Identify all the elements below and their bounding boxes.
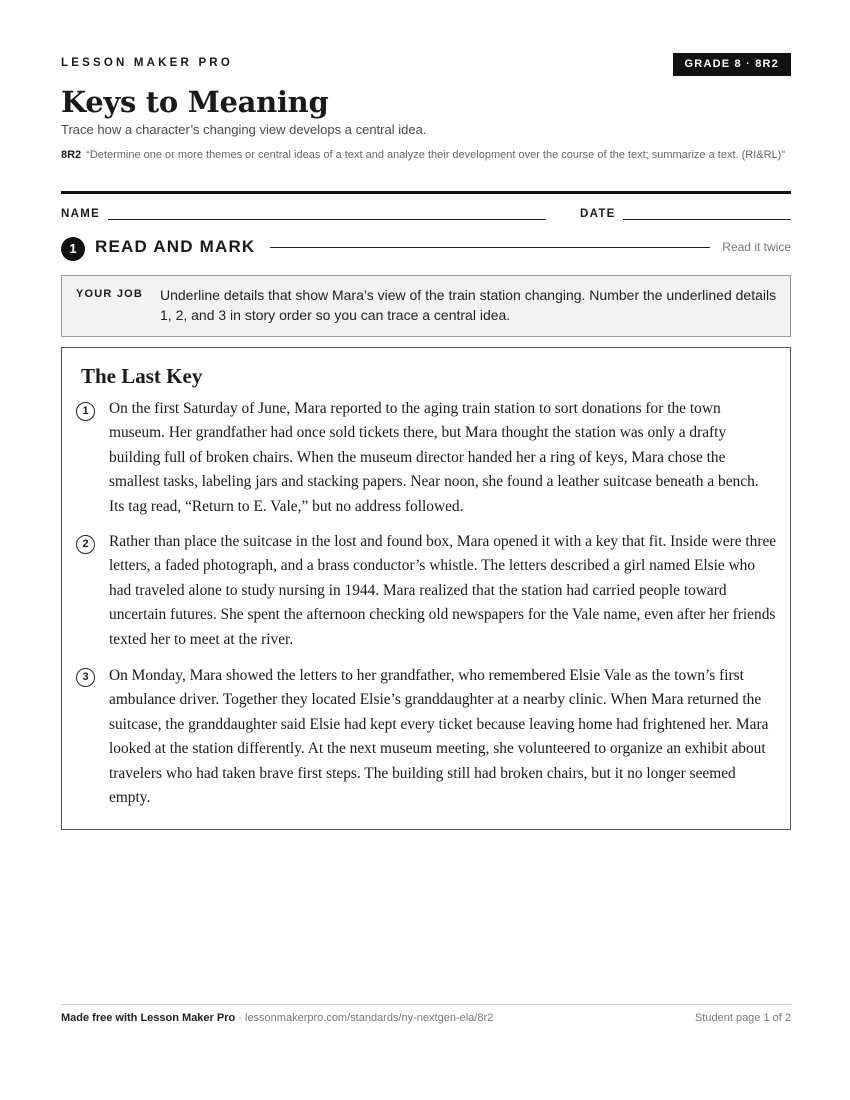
section-note: Read it twice	[722, 240, 791, 254]
story-box	[61, 347, 791, 830]
footer-made-text: Made free with Lesson Maker Pro	[61, 1012, 236, 1024]
footer-divider	[61, 1004, 791, 1005]
page-subtitle: Trace how a character’s changing view develops a central idea.	[61, 122, 427, 137]
worksheet-page	[61, 0, 791, 1100]
footer-credit	[61, 1012, 493, 1024]
paragraph-number-badge: 3	[76, 668, 95, 687]
your-job-box	[61, 275, 791, 337]
story-title: The Last Key	[81, 364, 203, 388]
page-title: Keys to Meaning	[61, 85, 329, 119]
section-divider	[270, 247, 710, 248]
standard-code: 8R2	[61, 149, 82, 161]
section-number-badge: 1	[61, 237, 85, 261]
story-paragraph: On Monday, Mara showed the letters to her grandfather, who remembered Elsie Vale as the town’s first ambulance driver. Together they located Elsie’s granddaughter at a nearby clinic. When Mara returned the suitcase, the granddaughter said Elsie had kept every ticket because leaving home had frightened her. Mara looked at the station differently. At the next museum meeting, she volunteered to organize an exhibit about travelers who had taken brave first steps. The building still had broken chairs, but it no longer seemed empty.	[109, 667, 769, 807]
standard-description	[61, 147, 791, 163]
paragraph-number-badge: 1	[76, 402, 95, 421]
section-title: READ AND MARK	[95, 237, 256, 256]
grade-badge: GRADE 8 · 8R2	[673, 53, 791, 76]
footer-page-number: Student page 1 of 2	[694, 1012, 791, 1024]
name-label: NAME	[61, 208, 101, 220]
brand-name: LESSON MAKER PRO	[61, 57, 233, 69]
date-label: DATE	[580, 208, 616, 220]
date-field-line[interactable]	[623, 219, 791, 220]
paragraph-number-badge: 2	[76, 535, 95, 554]
footer-url[interactable]: lessonmakerpro.com/standards/ny-nextgen-ela/8r2	[245, 1012, 494, 1024]
story-paragraph: Rather than place the suitcase in the lost and found box, Mara opened it with a key that fit. Inside were three letters, a faded photograph, and a brass conductor’s whistle. The letters described a girl named Elsie who had traveled alone to study nursing in 1944. Mara realized that the station had carried people toward uncertain futures. She spent the afternoon checking old newspapers for the Vale name, even after her friends texted her to meet at the river.	[109, 533, 777, 648]
name-field-line[interactable]	[108, 219, 546, 220]
your-job-text: Underline details that show Mara’s view of the train station changing. Number the underlined details 1, 2, and 3 in story order so you can trace a central idea.	[160, 287, 777, 323]
standard-text: “Determine one or more themes or central ideas of a text and analyze their development over the course of the text; summarize a text. (RI&RL)”	[86, 149, 786, 161]
footer-separator: ·	[235, 1012, 245, 1024]
header-divider	[61, 191, 791, 194]
your-job-label: YOUR JOB	[76, 288, 144, 300]
story-paragraph: On the first Saturday of June, Mara reported to the aging train station to sort donations for the town museum. Her grandfather had once sold tickets there, but Mara thought the station was only a drafty building full of broken chairs. When the museum director handed her a ring of keys, Mara chose the smallest tasks, labeling jars and stacking papers. Near noon, she found a leather suitcase beneath a bench. Its tag read, “Return to E. Vale,” but no address followed.	[109, 400, 759, 515]
